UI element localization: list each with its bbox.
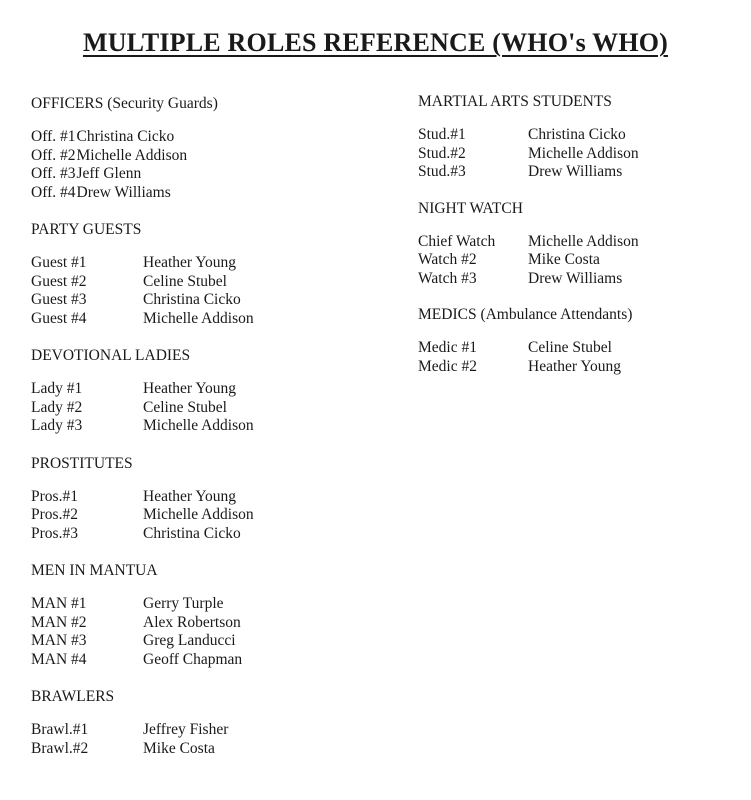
role-label: MAN #3 xyxy=(31,632,87,649)
role-label: Stud.#1 xyxy=(418,126,466,143)
role-row xyxy=(418,233,738,252)
role-row xyxy=(31,147,371,166)
role-row xyxy=(31,273,371,292)
actor-name: Alex Robertson xyxy=(143,613,241,631)
role-label: Lady #1 xyxy=(31,380,83,397)
actor-name: Jeff Glenn xyxy=(76,165,142,182)
role-row xyxy=(31,721,371,740)
role-row xyxy=(31,525,371,544)
role-label: Watch #3 xyxy=(418,269,477,287)
role-label: Guest #2 xyxy=(31,272,87,290)
role-row xyxy=(31,595,371,614)
role-label: MAN #4 xyxy=(31,650,87,668)
role-label: Pros.#2 xyxy=(31,506,78,523)
actor-name: Drew Williams xyxy=(76,183,171,201)
role-row xyxy=(31,632,371,651)
role-list xyxy=(31,721,371,758)
actor-name: Michelle Addison xyxy=(143,506,254,523)
actor-name: Jeffrey Fisher xyxy=(143,721,229,738)
role-label: Pros.#1 xyxy=(31,487,78,505)
role-label: Medic #1 xyxy=(418,339,477,356)
role-row xyxy=(31,614,371,633)
actor-name: Geoff Chapman xyxy=(143,650,243,668)
role-row xyxy=(418,339,738,358)
role-label: Guest #4 xyxy=(31,309,87,327)
role-list xyxy=(31,254,371,328)
role-label: Guest #3 xyxy=(31,291,87,308)
role-list xyxy=(31,488,371,544)
section-heading: MEDICS (Ambulance Attendants) xyxy=(418,306,633,323)
actor-name: Celine Stubel xyxy=(143,398,227,416)
role-row xyxy=(31,740,371,759)
role-row xyxy=(31,651,371,670)
section-heading: OFFICERS (Security Guards) xyxy=(31,95,218,112)
devotional-ladies-section xyxy=(31,346,371,436)
role-label: Guest #1 xyxy=(31,254,87,271)
actor-name: Christina Cicko xyxy=(143,524,241,542)
actor-name: Michelle Addison xyxy=(528,232,639,250)
role-row xyxy=(31,310,371,329)
actor-name: Drew Williams xyxy=(528,163,623,180)
actor-name: Heather Young xyxy=(528,357,621,375)
actor-name: Michelle Addison xyxy=(143,309,254,327)
party-guests-section xyxy=(31,220,371,328)
role-row xyxy=(31,254,371,273)
role-label: Off. #1 xyxy=(31,128,76,145)
role-row xyxy=(418,251,738,270)
role-row xyxy=(418,145,738,164)
section-heading: BRAWLERS xyxy=(31,688,115,705)
role-label: Pros.#3 xyxy=(31,524,78,542)
role-label: Off. #3 xyxy=(31,165,76,182)
actor-name: Christina Cicko xyxy=(143,291,241,308)
role-list xyxy=(418,339,738,376)
role-row xyxy=(418,270,738,289)
role-label: MAN #2 xyxy=(31,613,87,631)
actor-name: Heather Young xyxy=(143,380,236,397)
role-label: Stud.#2 xyxy=(418,144,466,162)
role-row xyxy=(31,380,371,399)
actor-name: Michelle Addison xyxy=(76,146,188,164)
role-label: Brawl.#1 xyxy=(31,721,89,738)
role-label: Medic #2 xyxy=(418,357,477,375)
section-heading: PROSTITUTES xyxy=(31,454,133,472)
section-heading: MARTIAL ARTS STUDENTS xyxy=(418,93,612,110)
document-title: MULTIPLE ROLES REFERENCE (WHO's WHO) xyxy=(82,28,669,57)
role-row xyxy=(31,128,371,147)
role-row xyxy=(418,126,738,145)
night-watch-section xyxy=(418,199,738,289)
actor-name: Christina Cicko xyxy=(528,126,626,143)
role-label: Stud.#3 xyxy=(418,163,466,180)
role-row xyxy=(31,417,371,436)
role-row xyxy=(31,291,371,310)
role-label: MAN #1 xyxy=(31,595,87,612)
role-row xyxy=(31,488,371,507)
section-heading: MEN IN MANTUA xyxy=(31,562,158,579)
role-row xyxy=(31,165,371,184)
role-label: Watch #2 xyxy=(418,251,477,268)
role-label: Chief Watch xyxy=(418,232,496,250)
role-row xyxy=(31,399,371,418)
men-in-mantua-section xyxy=(31,561,371,669)
prostitutes-section xyxy=(31,454,371,544)
role-label: Lady #2 xyxy=(31,398,83,416)
actor-name: Greg Landucci xyxy=(143,632,236,649)
role-row xyxy=(31,184,371,203)
actor-name: Christina Cicko xyxy=(76,128,175,145)
section-heading: NIGHT WATCH xyxy=(418,199,523,217)
actor-name: Michelle Addison xyxy=(143,417,254,434)
actor-name: Mike Costa xyxy=(528,251,600,268)
actor-name: Heather Young xyxy=(143,254,236,271)
right-column xyxy=(418,92,738,376)
left-column xyxy=(31,94,371,758)
actor-name: Drew Williams xyxy=(528,269,623,287)
role-list xyxy=(418,126,738,182)
role-row xyxy=(31,506,371,525)
role-label: Lady #3 xyxy=(31,417,83,434)
role-label: Off. #2 xyxy=(31,146,76,164)
role-list xyxy=(31,128,371,202)
actor-name: Celine Stubel xyxy=(528,339,612,356)
actor-name: Celine Stubel xyxy=(143,272,227,290)
section-heading: PARTY GUESTS xyxy=(31,221,142,238)
role-list xyxy=(418,233,738,289)
role-row xyxy=(418,358,738,377)
role-label: Off. #4 xyxy=(31,183,76,201)
role-label: Brawl.#2 xyxy=(31,739,89,757)
role-row xyxy=(418,163,738,182)
actor-name: Michelle Addison xyxy=(528,144,639,162)
actor-name: Heather Young xyxy=(143,487,236,505)
actor-name: Mike Costa xyxy=(143,739,215,757)
martial-arts-students-section xyxy=(418,92,738,182)
officers-section xyxy=(31,94,371,202)
role-list xyxy=(31,595,371,669)
medics-section xyxy=(418,305,738,376)
actor-name: Gerry Turple xyxy=(143,595,224,612)
section-heading: DEVOTIONAL LADIES xyxy=(31,347,191,364)
role-list xyxy=(31,380,371,436)
brawlers-section xyxy=(31,687,371,758)
